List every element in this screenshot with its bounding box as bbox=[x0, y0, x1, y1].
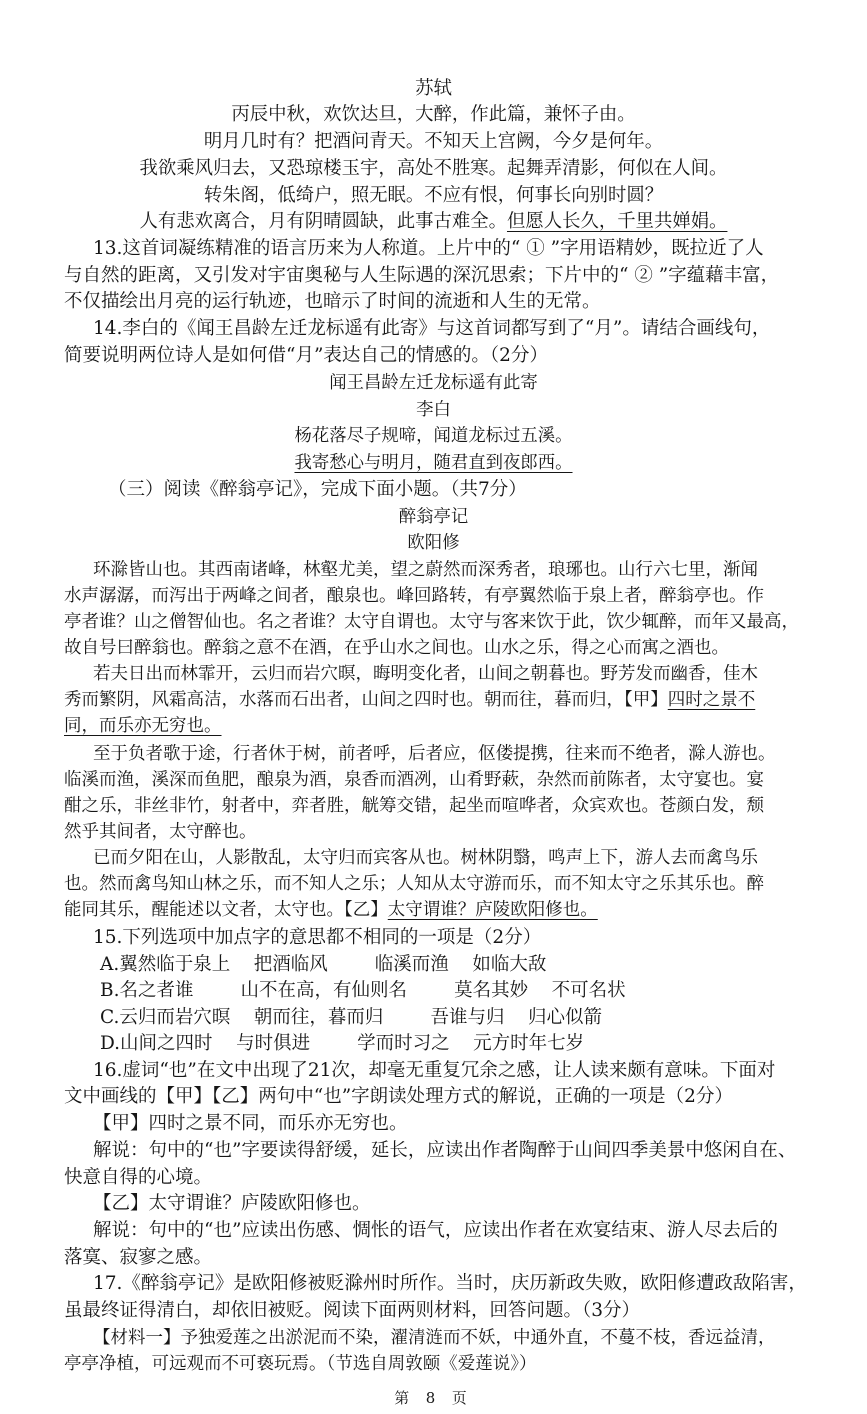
poem-author: 苏轼 bbox=[415, 78, 452, 99]
poem-underlined-sentence: 但愿人长久，千里共婵娟。 bbox=[506, 211, 728, 232]
section-heading: （三）阅读《醉翁亭记》，完成下面小题。（共7分） bbox=[108, 479, 527, 500]
poem-preface: 丙辰中秋，欢饮达旦，大醉，作此篇，兼怀子由。 bbox=[231, 104, 636, 125]
passage-text: 能同其乐，醒能述以文者，太守也。 bbox=[64, 900, 344, 920]
q16-line: 16.虚词“也”在文中出现了21次，却毫无重复冗余之感，让人读来颇有意味。下面对 bbox=[93, 1060, 776, 1081]
jia-sentence: 四时之景不同，而乐亦无穷也。 bbox=[148, 1113, 408, 1134]
li-bai-poem-line: 杨花落尽子规啼，闻道龙标过五溪。 bbox=[294, 426, 573, 446]
passage-line: 水声潺潺，而泻出于两峰之间者，酿泉也。峰回路转，有亭翼然临于泉上者，醉翁亭也。作 bbox=[64, 586, 764, 606]
q16-yi-explain: 落寞、寂寥之感。 bbox=[64, 1247, 213, 1268]
passage-line: 已而夕阳在山，人影散乱，太守归而宾客从也。树林阴翳，鸣声上下，游人去而禽鸟乐 bbox=[93, 848, 758, 868]
passage-line-with-jia bbox=[64, 688, 755, 712]
material-label: 【材料一】 bbox=[93, 1328, 181, 1348]
q17-material-cont: 亭亭净植，可远观而不可亵玩焉。（节选自周敦颐《爱莲说》） bbox=[64, 1354, 537, 1374]
material-text: 予独爱莲之出淤泥而不染，濯清涟而不妖，中通外直，不蔓不枝，香远益清， bbox=[180, 1328, 776, 1348]
yi-label: 【乙】 bbox=[344, 900, 388, 920]
passage-author: 欧阳修 bbox=[407, 533, 460, 553]
q16-jia bbox=[93, 1112, 408, 1136]
q16-jia-explain: 解说：句中的“也”字要读得舒缓，延长，应读出作者陶醉于山间四季美景中悠闲自在、 bbox=[93, 1140, 797, 1161]
q16-yi bbox=[93, 1192, 371, 1216]
q16-yi-explain: 解说：句中的“也”应读出伤感、惆怅的语气，应读出作者在欢宴结束、游人尽去后的 bbox=[93, 1220, 778, 1241]
passage-line: 亭者谁？山之僧智仙也。名之者谁？太守自谓也。太守与客来饮于此，饮少辄醉，而年又最高， bbox=[64, 612, 799, 632]
q13-line: 与自然的距离，又引发对宇宙奥秘与人生际遇的深沉思索；下片中的“ ② ”字蕴藉丰富， bbox=[64, 265, 780, 286]
yi-sentence: 太守谓谁？庐陵欧阳修也。 bbox=[148, 1193, 371, 1214]
jia-underlined-sentence: 四时之景不 bbox=[667, 690, 756, 710]
passage-line: 故自号曰醉翁也。醉翁之意不在酒，在乎山水之间也。山水之乐，得之心而寓之酒也。 bbox=[64, 638, 729, 658]
li-bai-poem-title: 闻王昌龄左迁龙标遥有此寄 bbox=[329, 373, 538, 393]
passage-line-with-yi bbox=[64, 898, 598, 922]
q15-option-a: A.翼然临于泉上 把酒临风 临溪而渔 如临大敌 bbox=[100, 954, 547, 975]
passage-line: 也。然而禽鸟知山林之乐，而不知人之乐；人知从太守游而乐，而不知太守之乐其乐也。醉 bbox=[64, 874, 764, 894]
yi-label: 【乙】 bbox=[93, 1193, 149, 1214]
passage-line: 临溪而渔，溪深而鱼肥，酿泉为酒，泉香而酒冽，山肴野蔌，杂然而前陈者，太守宴也。宴 bbox=[64, 770, 764, 790]
poem-line: 转朱阁，低绮户，照无眠。不应有恨，何事长向别时圆？ bbox=[203, 185, 664, 206]
q15-option-c: C.云归而岩穴暝 朝而往，暮而归 吾谁与归 归心似箭 bbox=[100, 1007, 602, 1028]
q16-jia-explain: 快意自得的心境。 bbox=[64, 1167, 213, 1188]
passage-text: 秀而繁阴，风霜高洁，水落而石出者，山间之四时也。朝而往，暮而归， bbox=[64, 690, 624, 710]
jia-underlined-sentence-cont: 同，而乐亦无穷也。 bbox=[64, 716, 222, 736]
q17-line: 17.《醉翁亭记》是欧阳修被贬滁州时所作。当时，庆历新政失败，欧阳修遭政敌陷害， bbox=[93, 1273, 807, 1294]
passage-title: 醉翁亭记 bbox=[398, 507, 469, 527]
li-bai-poem-author: 李白 bbox=[416, 400, 451, 420]
page-number: 第 8 页 bbox=[394, 1389, 473, 1407]
poem-last-line-plain: 人有悲欢离合，月有阴晴圆缺，此事古难全。 bbox=[139, 211, 507, 232]
q15-option-b: B.名之者谁 山不在高，有仙则名 莫名其妙 不可名状 bbox=[100, 980, 626, 1001]
q13-line: 不仅描绘出月亮的运行轨迹，也暗示了时间的流逝和人生的无常。 bbox=[64, 291, 601, 312]
q17-material bbox=[93, 1326, 776, 1350]
passage-line: 若夫日出而林霏开，云归而岩穴暝，晦明变化者，山间之朝暮也。野芳发而幽香，佳木 bbox=[93, 664, 758, 684]
passage-line: 酣之乐，非丝非竹，射者中，弈者胜，觥筹交错，起坐而喧哗者，众宾欢也。苍颜白发，颓 bbox=[64, 796, 764, 816]
poem-line: 明月几时有？把酒问青天。不知天上宫阙，今夕是何年。 bbox=[203, 131, 664, 152]
yi-underlined-sentence: 太守谓谁？庐陵欧阳修也。 bbox=[387, 900, 598, 920]
passage-line: 然乎其间者，太守醉也。 bbox=[64, 822, 257, 842]
passage-line: 至于负者歌于途，行者休于树，前者呼，后者应，伛偻提携，往来而不绝者，滁人游也。 bbox=[93, 744, 776, 764]
poem-line: 我欲乘风归去，又恐琼楼玉宇，高处不胜寒。起舞弄清影，何似在人间。 bbox=[139, 158, 728, 179]
passage-line: 环滁皆山也。其西南诸峰，林壑尤美，望之蔚然而深秀者，琅琊也。山行六七里，渐闻 bbox=[93, 560, 758, 580]
q17-line: 虽最终证得清白，却依旧被贬。阅读下面两则材料，回答问题。（3分） bbox=[64, 1300, 641, 1321]
q14-line: 简要说明两位诗人是如何借“月”表达自己的情感的。（2分） bbox=[64, 345, 548, 366]
q15-stem: 15.下列选项中加点字的意思都不相同的一项是（2分） bbox=[93, 927, 542, 948]
q15-option-d: D.山间之四时 与时俱进 学而时习之 元方时年七岁 bbox=[100, 1033, 585, 1054]
jia-label: 【甲】 bbox=[624, 690, 668, 710]
q13-line: 13.这首词凝练精准的语言历来为人称道。上片中的“ ① ”字用语精妙，既拉近了人 bbox=[93, 238, 764, 259]
q14-line: 14.李白的《闻王昌龄左迁龙标遥有此寄》与这首词都写到了“月”。请结合画线句， bbox=[93, 318, 771, 339]
poem-last-line bbox=[3, 210, 864, 234]
li-bai-underlined-line: 我寄愁心与明月，随君直到夜郎西。 bbox=[294, 453, 573, 473]
jia-label: 【甲】 bbox=[93, 1113, 149, 1134]
q16-line: 文中画线的【甲】【乙】两句中“也”字朗读处理方式的解说，正确的一项是（2分） bbox=[64, 1086, 733, 1107]
